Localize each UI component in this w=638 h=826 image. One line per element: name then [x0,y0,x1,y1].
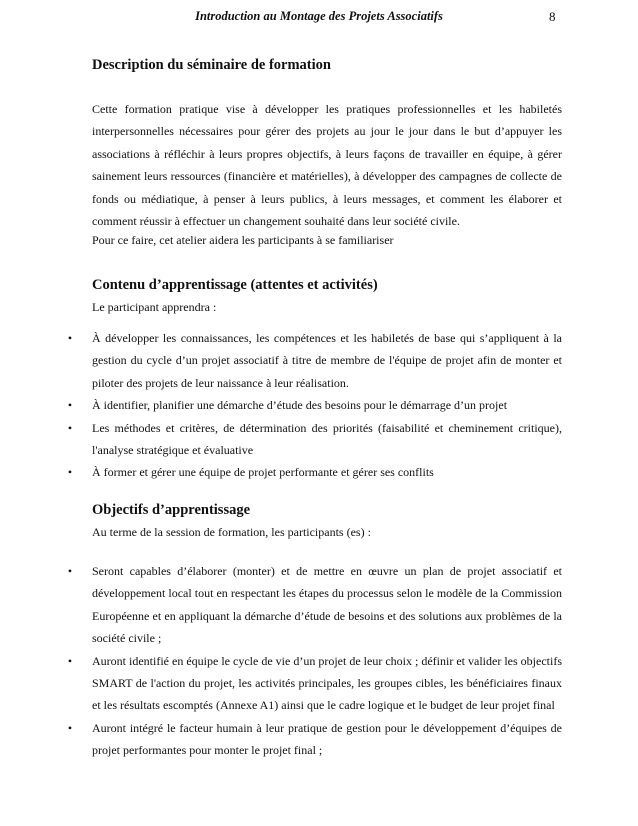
list-item-text: Auront intégré le facteur humain à leur pratique de gestion pour le développement d’équipes de projet performantes pour monter le projet final ; [92,720,562,758]
list-item-text: Auront identifié en équipe le cycle de vie d’un projet de leur choix ; définir et valider les objectifs SMART de l'action du projet, les activités principales, les groupes cibles, les bénéficiaires finaux et les résultats escomptés (Annexe A1) ainsi que le cadre logique et le budget de leur projet final [92,653,562,713]
page-number: 8 [549,9,556,24]
description-followup-line: Pour ce faire, cet atelier aidera les participants à se familiariser [92,233,394,247]
section-heading-contenu: Contenu d’apprentissage (attentes et activités) [92,277,378,293]
bullet-icon: • [67,720,73,735]
section-heading-description: Description du séminaire de formation [92,57,331,73]
contenu-bullet-list [0,327,638,484]
list-item-text: À former et gérer une équipe de projet performante et gérer ses conflits [92,465,434,480]
objectifs-bullet-list [0,560,638,762]
list-item [0,327,562,394]
bullet-icon: • [67,398,73,413]
bullet-icon: • [67,653,73,668]
running-header-title: Introduction au Montage des Projets Associatifs [195,9,443,23]
list-item [0,560,562,650]
bullet-icon: • [67,564,73,578]
list-item [0,717,562,762]
objectifs-intro: Au terme de la session de formation, les participants (es) : [92,525,371,539]
list-item [0,394,562,416]
list-item-text: Les méthodes et critères, de détermination des priorités (faisabilité et cheminement critique), l'analyse stratégique et évaluative [92,420,562,458]
list-item-text: Seront capables d’élaborer (monter) et de mettre en œuvre un plan de projet associatif et développement local tout en respectant les étapes du processus selon le modèle de la Commission Européenne et en appliquant la démarche d’étude de besoins et des solutions aux problèmes de la société civile ; [92,564,562,646]
list-item [0,650,562,717]
list-item [0,461,562,483]
bullet-icon: • [67,420,73,435]
section-heading-objectifs: Objectifs d’apprentissage [92,502,251,518]
list-item [0,417,562,462]
bullet-icon: • [67,465,73,480]
contenu-intro: Le participant apprendra : [92,300,217,314]
description-paragraph: Cette formation pratique vise à développer les pratiques professionnelles et les habiletés interpersonnelles nécessaires pour gérer des projets au jour le jour dans le but d’appuyer les associations à réfléchir à leurs propres objectifs, à leurs façons de travailler en équipe, à gérer sainement leurs ressources (financière et matérielles), à développer des campagnes de collecte de fonds ou médiatique, à penser à leurs publics, à leurs messages, et comment les élaborer et comment réussir à effectuer un changement souhaité dans leur société civile. [92,102,562,229]
list-item-text: À identifier, planifier une démarche d’étude des besoins pour le démarrage d’un projet [92,398,508,413]
bullet-icon: • [67,331,73,345]
list-item-text: À développer les connaissances, les compétences et les habiletés de base qui s’appliquent à la gestion du cycle d’un projet associatif à titre de membre de l'équipe de projet afin de monter et piloter des projets de leur naissance à leur réalisation. [92,331,562,390]
